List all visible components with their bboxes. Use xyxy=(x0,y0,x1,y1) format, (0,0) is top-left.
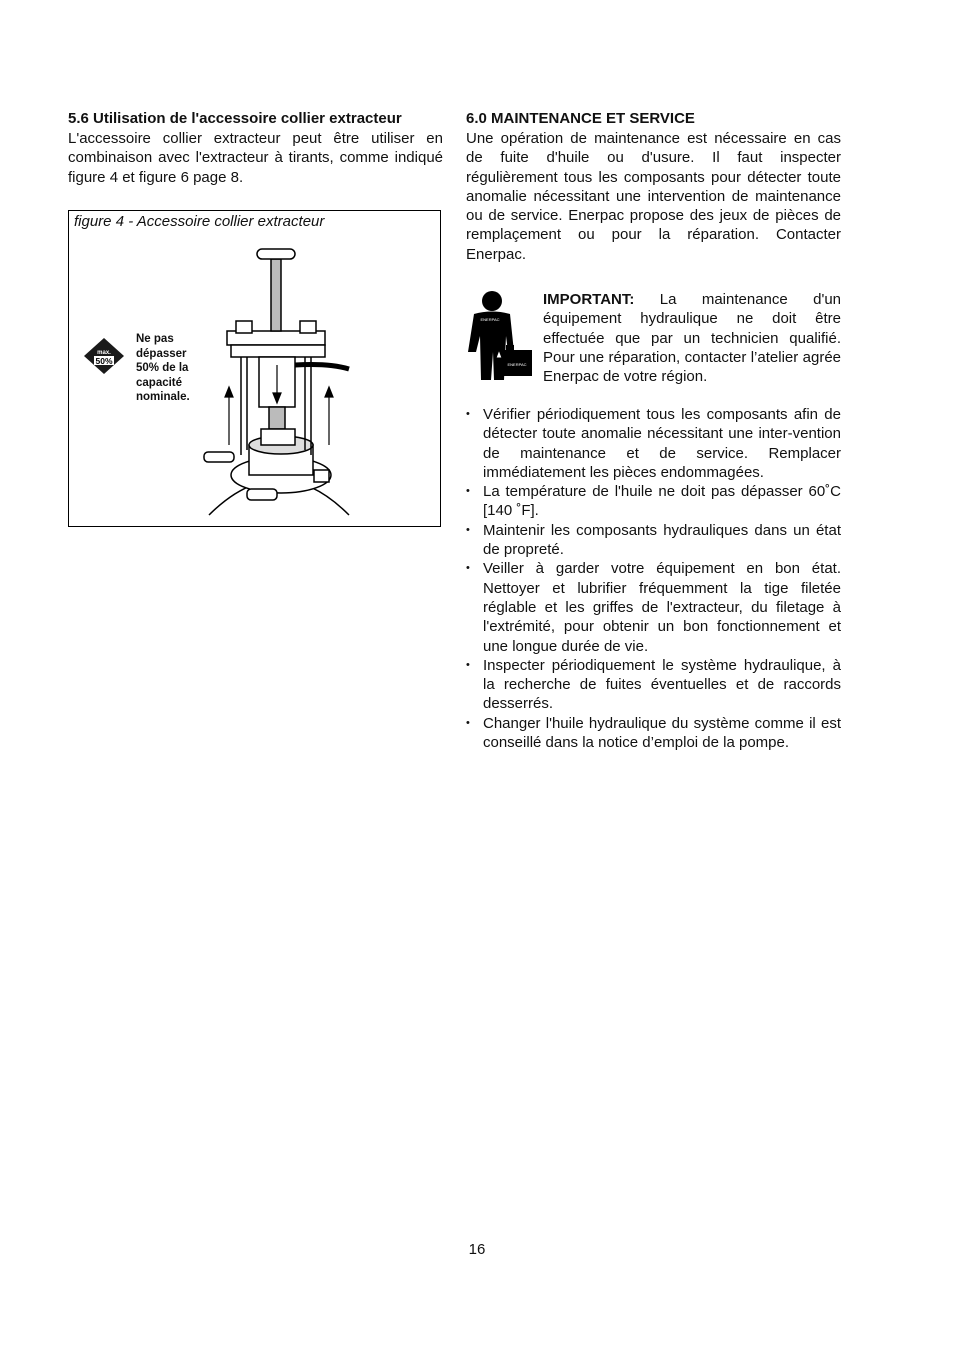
section-body-5-6: L'accessoire collier extracteur peut être utiliser en combinaison avec l'extracteur à tirants, comme indiqué figure 4 et figure 6 page 8. xyxy=(68,130,443,186)
right-column xyxy=(466,108,841,264)
svg-text:ENERPAC: ENERPAC xyxy=(480,317,500,322)
maintenance-list xyxy=(466,405,841,752)
section-heading-6-0: 6.0 MAINTENANCE ET SERVICE xyxy=(466,110,695,127)
capacity-warning-text: Ne pas dépasser 50% de la capacité nominale. xyxy=(136,333,190,404)
list-item: • Inspecter périodiquement le système hydraulique, à la recherche de fuites éventuelles et de raccords desserrés. xyxy=(466,656,841,714)
left-column xyxy=(68,108,443,187)
important-text: La maintenance d'un équipement hydraulique ne doit être effectuée que par un technicien qualifié. Pour une réparation, contacter l’atelier agrée Enerpac de votre région. xyxy=(543,291,841,386)
section-body-6-0: Une opération de maintenance est nécessaire en cas de fuite d'huile ou d'usure. Il faut inspecter régulièrement tous les composants pour détecter toute anomalie nécessitant une intervention de maintenance ou de service. Enerpac propose des jeux de pièces de remplaçement ou pour la réparation. Contacter Enerpac. xyxy=(466,130,841,263)
list-item: • Changer l'huile hydraulique du système comme il est conseillé dans la notice d’emploi de la pompe. xyxy=(466,714,841,753)
list-item: • Veiller à garder votre équipement en bon état. Nettoyer et lubrifier fréquemment la tige filetée réglable et les griffes de l'extracteur, du filetage à l'extrémité, pour obtenir un bon fonctionnement et une longue durée de vie. xyxy=(466,559,841,655)
list-item: • Maintenir les composants hydrauliques dans un état de propreté. xyxy=(466,521,841,560)
list-item: • La température de l'huile ne doit pas dépasser 60˚C [140 ˚F]. xyxy=(466,482,841,521)
svg-text:max.: max. xyxy=(97,350,111,356)
max-capacity-warning-icon xyxy=(82,336,126,376)
important-label: IMPORTANT: xyxy=(543,291,635,308)
important-notice xyxy=(466,290,841,386)
svg-text:50%: 50% xyxy=(95,356,113,366)
collar-puller-illustration xyxy=(199,245,359,523)
section-heading-5-6: 5.6 Utilisation de l'accessoire collier extracteur xyxy=(68,110,402,127)
technician-icon xyxy=(466,290,538,382)
svg-text:ENERPAC: ENERPAC xyxy=(507,362,527,367)
figure-caption: figure 4 - Accessoire collier extracteur xyxy=(74,213,325,230)
important-paragraph xyxy=(543,290,841,386)
figure-4 xyxy=(68,210,441,527)
list-item: • Vérifier périodiquement tous les composants afin de détecter toute anomalie nécessitant une inter-vention de maintenance et de service. Remplacer immédiatement les pièces endommagées. xyxy=(466,405,841,482)
page-number: 16 xyxy=(468,1241,486,1258)
